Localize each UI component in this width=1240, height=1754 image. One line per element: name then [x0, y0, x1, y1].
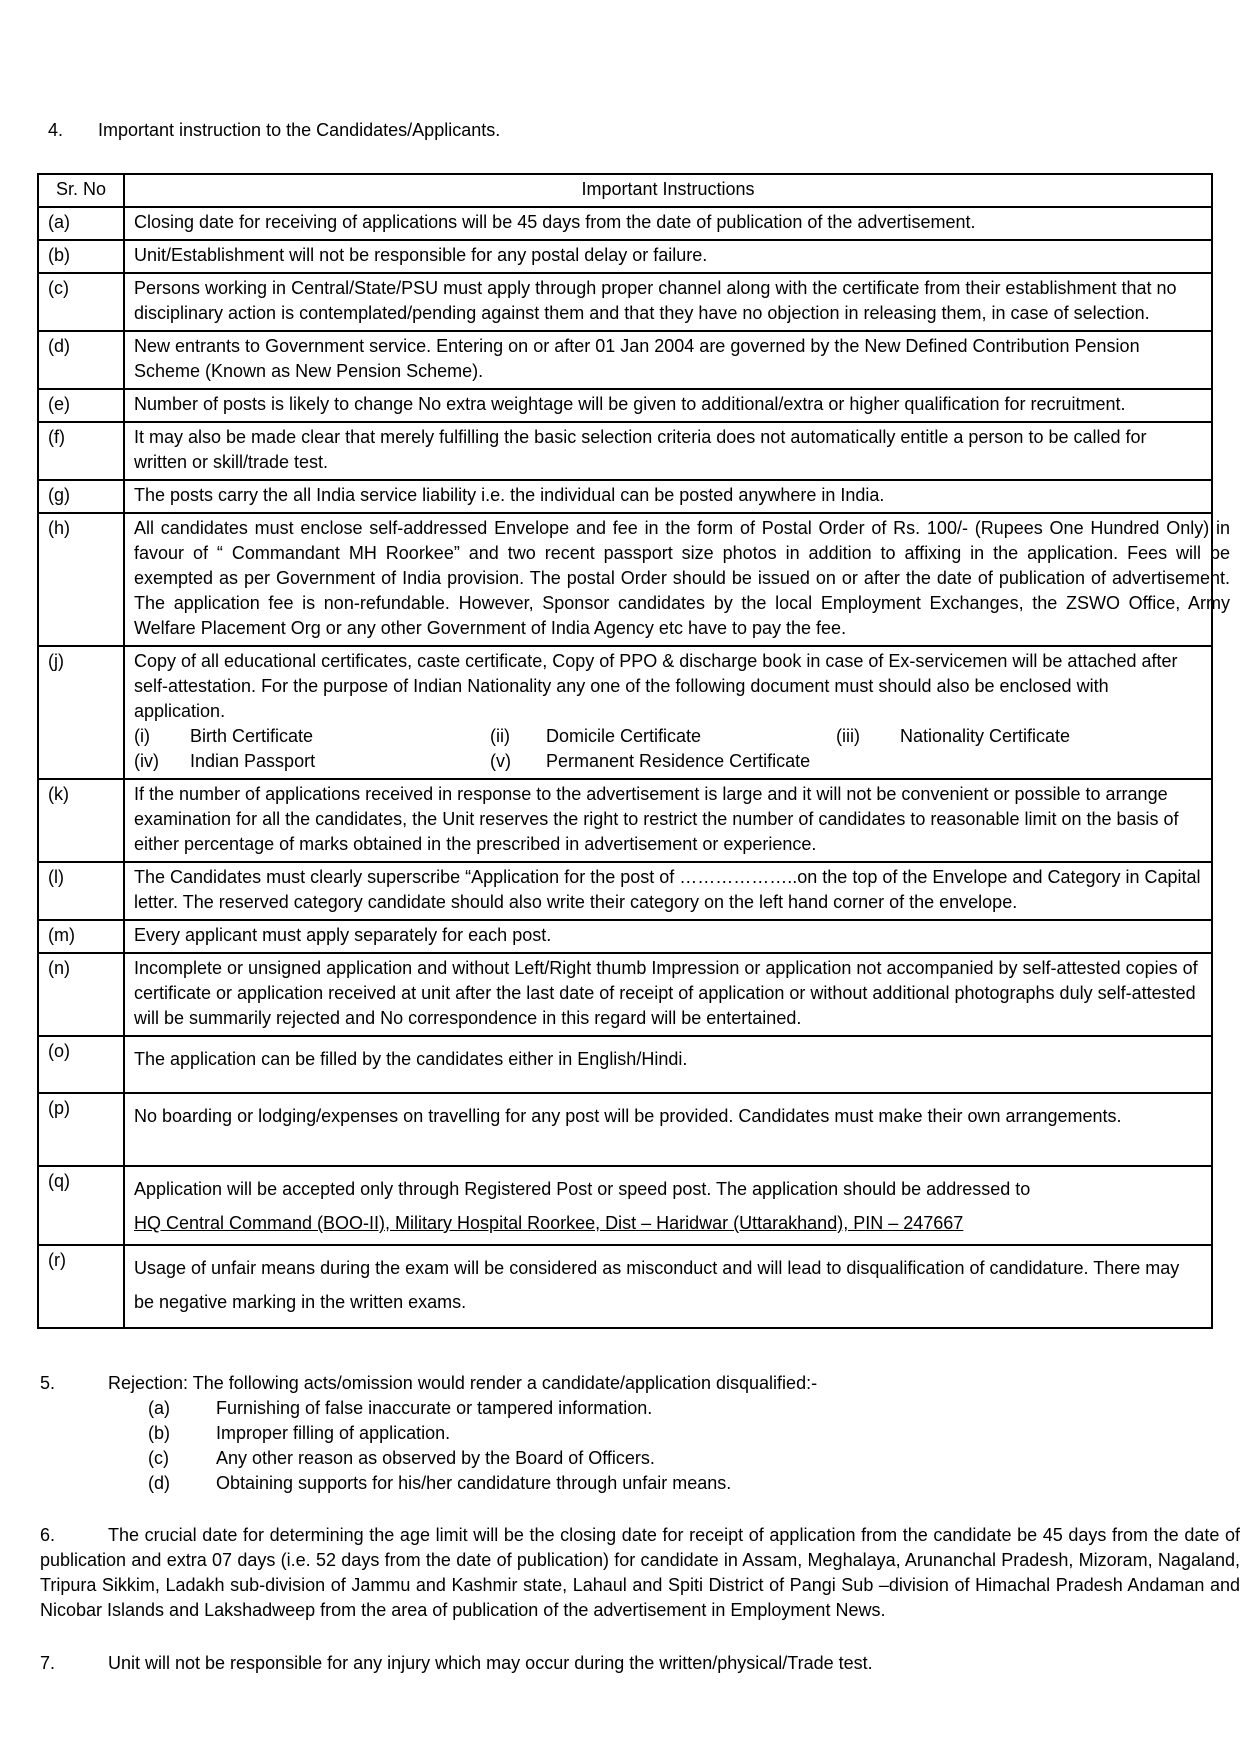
table-row	[38, 513, 1212, 646]
table-row	[38, 1036, 1212, 1093]
section4-title: Important instruction to the Candidates/Applicants.	[98, 120, 501, 140]
row-serial: (l)	[38, 862, 124, 920]
row-instruction-text: Number of posts is likely to change No extra weightage will be given to additional/extra or higher qualification for recruitment.	[134, 394, 1126, 414]
section5-title: Rejection: The following acts/omission would render a candidate/application disqualified:-	[108, 1373, 818, 1393]
row-instruction-cell	[124, 1166, 1212, 1245]
row-instruction-cell	[124, 422, 1212, 480]
row-instruction-cell	[124, 1245, 1212, 1328]
row-serial: (d)	[38, 331, 124, 389]
table-row	[38, 331, 1212, 389]
certificate-option-label: Birth Certificate	[190, 726, 314, 746]
row-serial: (b)	[38, 240, 124, 273]
table-row	[38, 1166, 1212, 1245]
section5-number: 5.	[40, 1373, 56, 1393]
page-content	[40, 118, 1240, 1676]
row-instruction-cell	[124, 953, 1212, 1036]
table-row	[38, 240, 1212, 273]
section5-heading	[40, 1371, 1216, 1396]
rejection-item-number: (d)	[148, 1473, 170, 1493]
table-body	[38, 207, 1230, 1328]
row-instruction-cell	[124, 1093, 1212, 1166]
section7	[40, 1651, 1216, 1676]
certificate-option-label: Domicile Certificate	[546, 726, 702, 746]
table-row	[38, 920, 1212, 953]
row-instruction-text: If the number of applications received in response to the advertisement is large and it will not be convenient or possible to arrange examination for all the candidates, the Unit reserves the right to restrict the number of candidates to reasonable limit on the basis of either percentage of marks obtained in the prescribed in advertisement or experience.	[134, 784, 1179, 854]
row-instruction-text: Application will be accepted only through Registered Post or speed post. The application should be addressed to HQ Central Command (BOO-II), Military Hospital Roorkee, Dist – Haridwar (Uttarakhand), PIN – 247667	[134, 1169, 1202, 1240]
row-instruction-text: The posts carry the all India service liability i.e. the individual can be posted anywhere in India.	[134, 485, 885, 505]
row-instruction-text: No boarding or lodging/expenses on travelling for any post will be provided. Candidates must make their own arrangements.	[134, 1106, 1122, 1126]
section4-number: 4.	[48, 120, 64, 140]
row-serial: (r)	[38, 1245, 124, 1328]
row-serial: (a)	[38, 207, 124, 240]
certificate-option-label: Nationality Certificate	[900, 726, 1071, 746]
table-row	[38, 273, 1212, 331]
certificate-options-line	[134, 749, 1202, 774]
table-row	[38, 207, 1212, 240]
row-serial: (e)	[38, 389, 124, 422]
row-instruction-text: New entrants to Government service. Entering on or after 01 Jan 2004 are governed by the New Defined Contribution Pension Scheme (Known as New Pension Scheme).	[134, 336, 1140, 381]
table-row	[38, 953, 1212, 1036]
table-row	[38, 646, 1212, 779]
row-serial: (h)	[38, 513, 124, 646]
rejection-list-item	[148, 1471, 1216, 1496]
rejection-list-item	[148, 1421, 1216, 1446]
section5	[40, 1371, 1216, 1496]
row-instruction-text: It may also be made clear that merely fulfilling the basic selection criteria does not automatically entitle a person to be called for written or skill/trade test.	[134, 427, 1147, 472]
row-instruction-cell	[124, 779, 1212, 862]
row-instruction-text: The Candidates must clearly superscribe “Application for the post of ………………..on the top of the Envelope and Category in Capital letter. The reserved category candidate should also write their category on the left hand corner of the envelope.	[134, 867, 1201, 912]
header-important-instructions: Important Instructions	[124, 174, 1212, 207]
row-instruction-cell	[124, 920, 1212, 953]
section6-paragraph: The crucial date for determining the age limit will be the closing date for receipt of application from the candidate be 45 days from the date of publication and extra 07 days (i.e. 52 days from the date of publication) for candidate in Assam, Meghalaya, Arunanchal Pradesh, Mizoram, Nagaland, Tripura Sikkim, Ladakh sub-division of Jammu and Kashmir state, Lahaul and Spiti District of Pangi Sub –division of Himachal Pradesh Andaman and Nicobar Islands and Lakshadweep from the area of publication of the advertisement in Employment News.	[40, 1525, 1240, 1620]
section4-heading	[48, 118, 1216, 143]
table-row	[38, 389, 1212, 422]
row-serial: (q)	[38, 1166, 124, 1245]
rejection-item-number: (a)	[148, 1398, 170, 1418]
row-serial: (j)	[38, 646, 124, 779]
row-instruction-cell	[124, 331, 1212, 389]
rejection-item-text: Obtaining supports for his/her candidature through unfair means.	[216, 1473, 732, 1493]
rejection-item-number: (b)	[148, 1423, 170, 1443]
certificate-option-number: (i)	[134, 726, 150, 746]
row-instruction-text: Closing date for receiving of applications will be 45 days from the date of publication of the advertisement.	[134, 212, 976, 232]
row-instruction-text: Copy of all educational certificates, caste certificate, Copy of PPO & discharge book in case of Ex-servicemen will be attached after self-attestation. For the purpose of Indian Nationality any one of the following document must should also be enclosed with application. (i) Birth Certificate (ii) Domicile Certificate (iii) Nationality Certificate (iv) Indian Passport (v) Permanent Residence Certificate	[134, 649, 1202, 774]
row-serial: (p)	[38, 1093, 124, 1166]
row-instruction-cell	[124, 646, 1212, 779]
row-serial: (k)	[38, 779, 124, 862]
certificate-option-number: (v)	[490, 751, 511, 771]
certificate-option-number: (ii)	[490, 726, 510, 746]
row-serial: (m)	[38, 920, 124, 953]
section7-paragraph: Unit will not be responsible for any injury which may occur during the written/physical/Trade test.	[108, 1653, 873, 1673]
row-instruction-text: Incomplete or unsigned application and without Left/Right thumb Impression or application not accompanied by self-attested copies of certificate or application received at unit after the last date of receipt of application or without additional photographs duly self-attested will be summarily rejected and No correspondence in this regard will be entertained.	[134, 958, 1198, 1028]
certificate-option-number: (iii)	[836, 726, 860, 746]
row-instruction-text: Every applicant must apply separately for each post.	[134, 925, 552, 945]
rejection-list-item	[148, 1396, 1216, 1421]
row-serial: (o)	[38, 1036, 124, 1093]
certificate-options-line	[134, 724, 1202, 749]
row-instruction-cell	[124, 207, 1212, 240]
section6	[40, 1523, 1240, 1623]
row-instruction-text: All candidates must enclose self-addressed Envelope and fee in the form of Postal Order of Rs. 100/- (Rupees One Hundred Only) in favour of “ Commandant MH Roorkee” and two recent passport size photos in addition to affixing in the application. Fees will be exempted as per Government of India provision. The postal Order should be issued on or after the date of publication of advertisement. The application fee is non-refundable. However, Sponsor candidates by the local Employment Exchanges, the ZSWO Office, Army Welfare Placement Org or any other Government of India Agency etc have to pay the fee.	[134, 518, 1230, 638]
rejection-item-text: Improper filling of application.	[216, 1423, 451, 1443]
table-row	[38, 862, 1212, 920]
rejection-list-item	[148, 1446, 1216, 1471]
important-instructions-table	[37, 173, 1230, 1329]
certificate-option-number: (iv)	[134, 751, 159, 771]
certificate-option-label: Permanent Residence Certificate	[546, 751, 811, 771]
row-instruction-cell	[124, 1036, 1212, 1093]
table-row	[38, 480, 1212, 513]
row-serial: (f)	[38, 422, 124, 480]
row-instruction-cell	[124, 513, 1230, 646]
section7-number: 7.	[40, 1653, 56, 1673]
rejection-item-text: Any other reason as observed by the Board of Officers.	[216, 1448, 655, 1468]
row-instruction-cell	[124, 273, 1212, 331]
row-serial: (n)	[38, 953, 124, 1036]
table-row	[38, 1093, 1212, 1166]
row-instruction-cell	[124, 480, 1212, 513]
rejection-item-number: (c)	[148, 1448, 169, 1468]
certificate-option-label: Indian Passport	[190, 751, 316, 771]
table-row	[38, 1245, 1212, 1328]
row-serial: (g)	[38, 480, 124, 513]
row-instruction-cell	[124, 862, 1212, 920]
row-serial: (c)	[38, 273, 124, 331]
row-instruction-text: The application can be filled by the candidates either in English/Hindi.	[134, 1049, 688, 1069]
row-instruction-text: Usage of unfair means during the exam will be considered as misconduct and will lead to disqualification of candidature. There may be negative marking in the written exams.	[134, 1258, 1180, 1312]
section5-items	[148, 1396, 1216, 1496]
row-instruction-text: Persons working in Central/State/PSU must apply through proper channel along with the certificate from their establishment that no disciplinary action is contemplated/pending against them and that they have no objection in releasing them, in case of selection.	[134, 278, 1177, 323]
section6-number: 6.	[40, 1525, 56, 1545]
underlined-address: HQ Central Command (BOO-II), Military Hospital Roorkee, Dist – Haridwar (Uttarakhand), PIN – 247667	[134, 1213, 964, 1233]
row-instruction-text: Unit/Establishment will not be responsible for any postal delay or failure.	[134, 245, 708, 265]
row-instruction-cell	[124, 240, 1212, 273]
header-sr-no: Sr. No	[38, 174, 124, 207]
rejection-item-text: Furnishing of false inaccurate or tampered information.	[216, 1398, 653, 1418]
table-header	[38, 174, 1212, 207]
table-row	[38, 422, 1212, 480]
table-header-row	[38, 174, 1212, 207]
row-instruction-cell	[124, 389, 1212, 422]
table-row	[38, 779, 1212, 862]
